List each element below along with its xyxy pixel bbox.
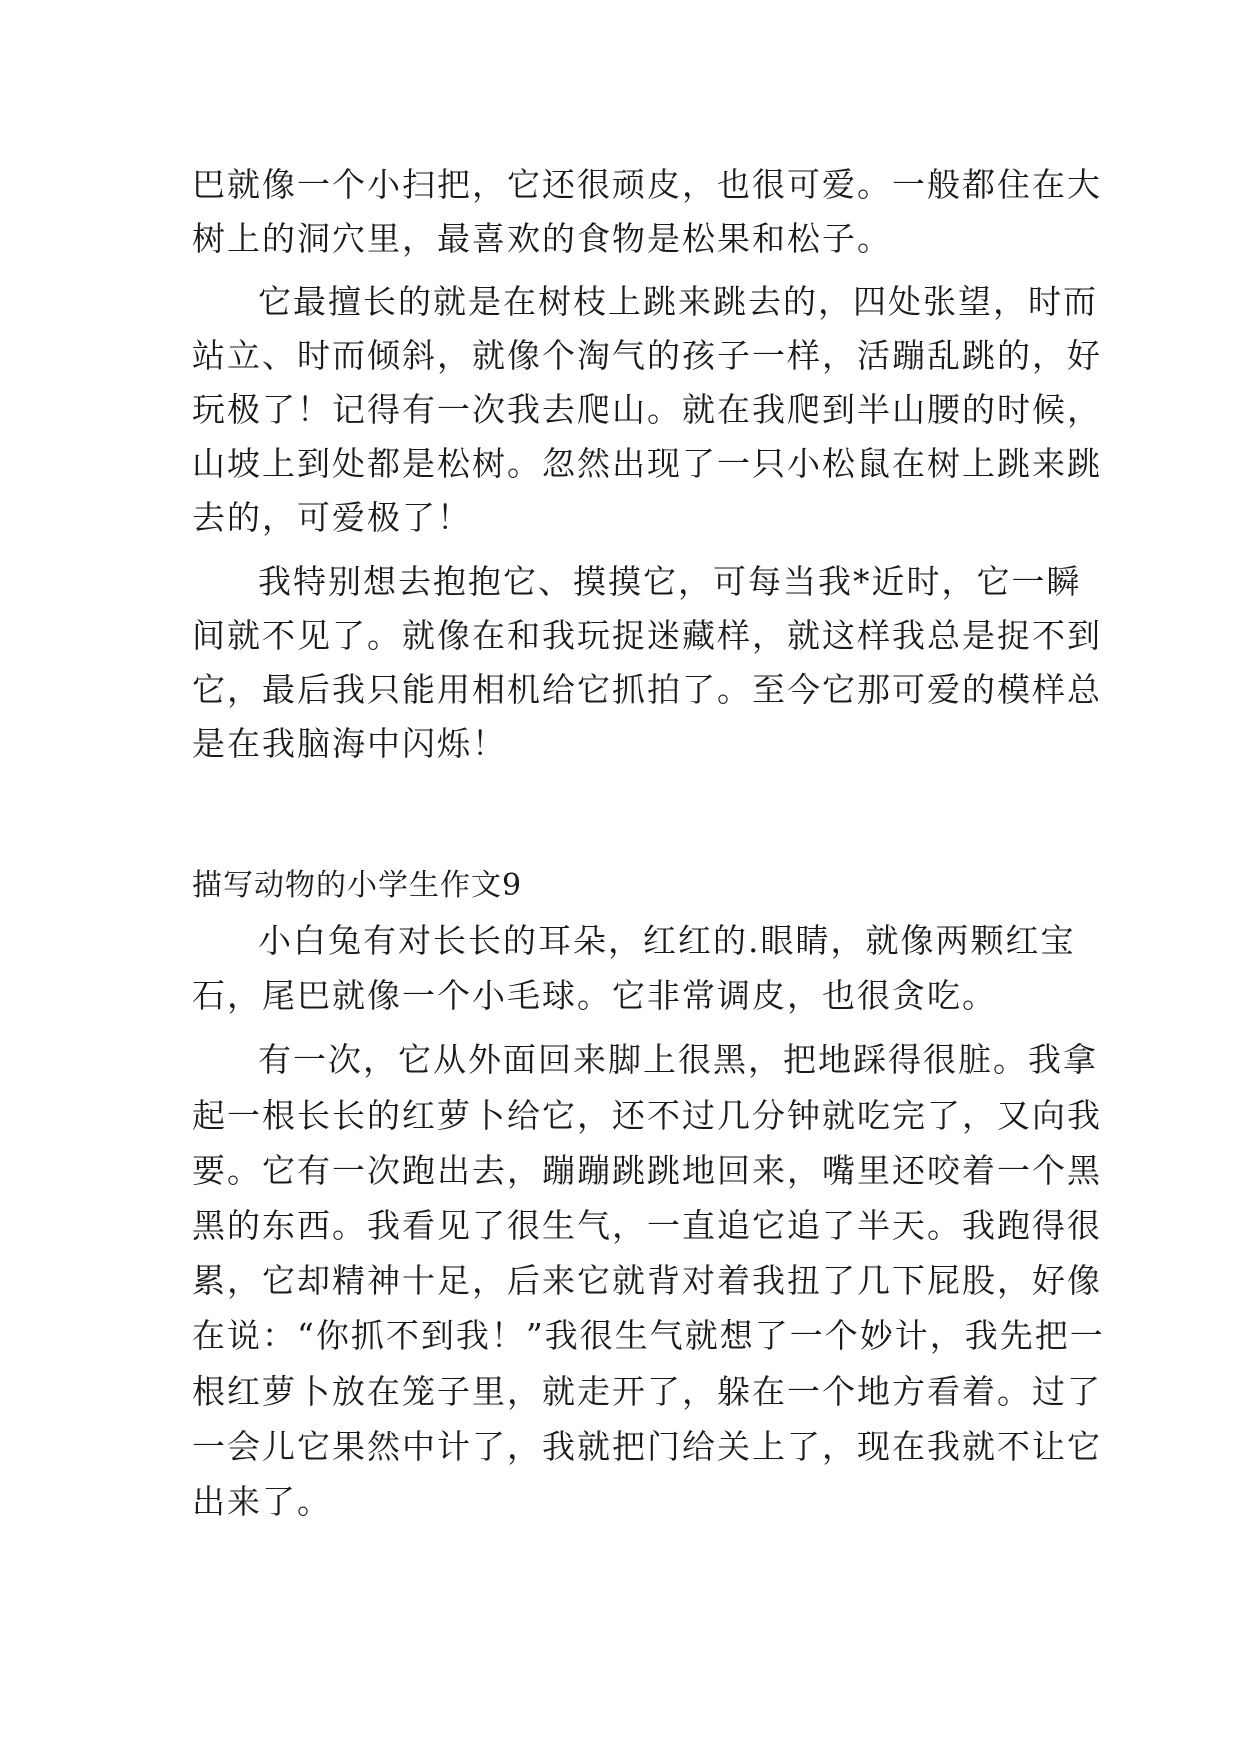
text-line: 山坡上到处都是松树。忽然出现了一只小松鼠在树上跳来跳 (192, 444, 1102, 483)
paragraph-start-line: 我特别想去抱抱它、摸摸它，可每当我*近时，它一瞬 (258, 562, 1082, 601)
text-line: 在说：“你抓不到我！”我很生气就想了一个妙计，我先把一 (192, 1316, 1105, 1355)
text-line: 黑的东西。我看见了很生气，一直追它追了半天。我跑得很 (192, 1206, 1102, 1245)
text-line: 累，它却精神十足，后来它就背对着我扭了几下屁股，好像 (192, 1261, 1102, 1300)
paragraph-start-line: 小白兔有对长长的耳朵，红红的.眼睛，就像两颗红宝 (258, 921, 1076, 960)
text-line: 要。它有一次跑出去，蹦蹦跳跳地回来，嘴里还咬着一个黑 (192, 1151, 1102, 1190)
text-line: 树上的洞穴里，最喜欢的食物是松果和松子。 (192, 219, 892, 258)
text-line: 巴就像一个小扫把，它还很顽皮，也很可爱。一般都住在大 (192, 165, 1102, 204)
text-line: 起一根长长的红萝卜给它，还不过几分钟就吃完了，又向我 (192, 1096, 1102, 1135)
text-line: 间就不见了。就像在和我玩捉迷藏样，就这样我总是捉不到 (192, 616, 1102, 655)
text-line: 一会儿它果然中计了，我就把门给关上了，现在我就不让它 (192, 1427, 1102, 1466)
text-line: 石，尾巴就像一个小毛球。它非常调皮，也很贪吃。 (192, 976, 997, 1015)
text-line: 出来了。 (192, 1482, 332, 1521)
text-line: 去的，可爱极了！ (192, 498, 472, 537)
text-line: 站立、时而倾斜，就像个淘气的孩子一样，活蹦乱跳的，好 (192, 336, 1102, 375)
text-line: 玩极了！记得有一次我去爬山。就在我爬到半山腰的时候， (192, 390, 1102, 429)
section-heading: 描写动物的小学生作文9 (192, 868, 523, 903)
paragraph-start-line: 有一次，它从外面回来脚上很黑，把地踩得很脏。我拿 (258, 1040, 1098, 1079)
paragraph-start-line: 它最擅长的就是在树枝上跳来跳去的，四处张望，时而 (258, 282, 1098, 321)
text-line: 它，最后我只能用相机给它抓拍了。至今它那可爱的模样总 (192, 670, 1102, 709)
text-line: 根红萝卜放在笼子里，就走开了，躲在一个地方看着。过了 (192, 1372, 1102, 1411)
text-line: 是在我脑海中闪烁！ (192, 724, 507, 763)
